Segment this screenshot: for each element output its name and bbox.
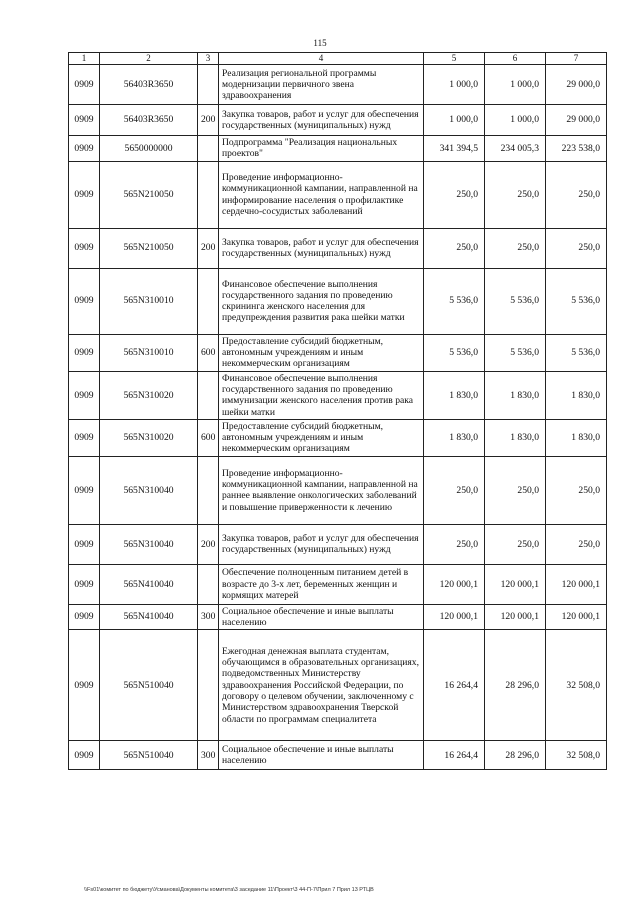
item-name-cell: Закупка товаров, работ и услуг для обеспечения государственных (муниципальных) нужд xyxy=(219,105,424,136)
amount-year1-cell: 16 264,4 xyxy=(424,630,485,741)
amount-year3-cell: 120 000,1 xyxy=(546,604,607,630)
expense-type-cell: 200 xyxy=(198,105,219,136)
expense-type-cell: 600 xyxy=(198,419,219,456)
expense-type-cell xyxy=(198,456,219,524)
table-row xyxy=(69,604,607,630)
amount-year2-cell: 5 536,0 xyxy=(485,268,546,334)
amount-year3-cell: 32 508,0 xyxy=(546,741,607,770)
amount-year2-cell: 250,0 xyxy=(485,161,546,228)
amount-year3-cell: 250,0 xyxy=(546,228,607,268)
item-name-cell: Социальное обеспечение и иные выплаты населению xyxy=(219,604,424,630)
expense-type-cell xyxy=(198,161,219,228)
amount-year2-cell: 250,0 xyxy=(485,524,546,564)
amount-year1-cell: 120 000,1 xyxy=(424,604,485,630)
expense-type-cell: 600 xyxy=(198,334,219,371)
amount-year2-cell: 28 296,0 xyxy=(485,741,546,770)
amount-year3-cell: 250,0 xyxy=(546,524,607,564)
amount-year3-cell: 29 000,0 xyxy=(546,105,607,136)
amount-year3-cell: 5 536,0 xyxy=(546,334,607,371)
table-row xyxy=(69,136,607,162)
section-code-cell: 0909 xyxy=(69,268,100,334)
item-name-cell: Финансовое обеспечение выполнения государственного задания по проведению иммунизации женского населения против рака шейки матки xyxy=(219,371,424,419)
expense-type-cell xyxy=(198,65,219,105)
section-code-cell: 0909 xyxy=(69,419,100,456)
amount-year1-cell: 1 830,0 xyxy=(424,371,485,419)
section-code-cell: 0909 xyxy=(69,524,100,564)
amount-year1-cell: 16 264,4 xyxy=(424,741,485,770)
amount-year1-cell: 250,0 xyxy=(424,228,485,268)
amount-year3-cell: 1 830,0 xyxy=(546,419,607,456)
amount-year1-cell: 250,0 xyxy=(424,524,485,564)
target-article-cell: 565N310040 xyxy=(100,456,198,524)
column-header: 5 xyxy=(424,53,485,65)
amount-year3-cell: 250,0 xyxy=(546,456,607,524)
amount-year3-cell: 120 000,1 xyxy=(546,564,607,604)
table-row xyxy=(69,334,607,371)
amount-year2-cell: 250,0 xyxy=(485,228,546,268)
item-name-cell: Предоставление субсидий бюджетным, автономным учреждениям и иным некоммерческим организациям xyxy=(219,419,424,456)
amount-year1-cell: 341 394,5 xyxy=(424,136,485,162)
section-code-cell: 0909 xyxy=(69,65,100,105)
amount-year1-cell: 250,0 xyxy=(424,161,485,228)
table-row xyxy=(69,371,607,419)
target-article-cell: 565N310040 xyxy=(100,524,198,564)
target-article-cell: 565N410040 xyxy=(100,604,198,630)
amount-year2-cell: 1 000,0 xyxy=(485,105,546,136)
amount-year1-cell: 250,0 xyxy=(424,456,485,524)
item-name-cell: Предоставление субсидий бюджетным, автономным учреждениям и иным некоммерческим организациям xyxy=(219,334,424,371)
expense-type-cell xyxy=(198,136,219,162)
target-article-cell: 56403R3650 xyxy=(100,65,198,105)
amount-year3-cell: 223 538,0 xyxy=(546,136,607,162)
expense-type-cell: 300 xyxy=(198,741,219,770)
item-name-cell: Проведение информационно-коммуникационной кампании, направленной на информирование населения о профилактике сердечно-сосудистых заболеваний xyxy=(219,161,424,228)
section-code-cell: 0909 xyxy=(69,456,100,524)
page-number: 115 xyxy=(313,38,327,48)
item-name-cell: Закупка товаров, работ и услуг для обеспечения государственных (муниципальных) нужд xyxy=(219,524,424,564)
item-name-cell: Подпрограмма "Реализация национальных проектов" xyxy=(219,136,424,162)
target-article-cell: 5650000000 xyxy=(100,136,198,162)
amount-year2-cell: 1 000,0 xyxy=(485,65,546,105)
target-article-cell: 565N210050 xyxy=(100,161,198,228)
table-row xyxy=(69,564,607,604)
section-code-cell: 0909 xyxy=(69,161,100,228)
amount-year2-cell: 120 000,1 xyxy=(485,564,546,604)
target-article-cell: 565N310010 xyxy=(100,268,198,334)
amount-year2-cell: 1 830,0 xyxy=(485,419,546,456)
table-row xyxy=(69,105,607,136)
expense-type-cell xyxy=(198,371,219,419)
table-header-row xyxy=(69,53,607,65)
section-code-cell: 0909 xyxy=(69,741,100,770)
column-header: 7 xyxy=(546,53,607,65)
amount-year1-cell: 5 536,0 xyxy=(424,334,485,371)
target-article-cell: 565N510040 xyxy=(100,630,198,741)
column-header: 4 xyxy=(219,53,424,65)
budget-table xyxy=(68,52,607,770)
target-article-cell: 565N510040 xyxy=(100,741,198,770)
section-code-cell: 0909 xyxy=(69,228,100,268)
section-code-cell: 0909 xyxy=(69,564,100,604)
item-name-cell: Реализация региональной программы модернизации первичного звена здравоохранения xyxy=(219,65,424,105)
target-article-cell: 565N310020 xyxy=(100,419,198,456)
target-article-cell: 565N210050 xyxy=(100,228,198,268)
section-code-cell: 0909 xyxy=(69,630,100,741)
target-article-cell: 56403R3650 xyxy=(100,105,198,136)
table-row xyxy=(69,65,607,105)
amount-year1-cell: 5 536,0 xyxy=(424,268,485,334)
amount-year3-cell: 32 508,0 xyxy=(546,630,607,741)
column-header: 1 xyxy=(69,53,100,65)
table-row xyxy=(69,228,607,268)
column-header: 3 xyxy=(198,53,219,65)
amount-year2-cell: 28 296,0 xyxy=(485,630,546,741)
expense-type-cell xyxy=(198,564,219,604)
file-path-footer: \\Fs01\комитет по бюджету\Усманова\Документы комитета\3 заседание 11\Проект\3 44-П-7\Прил 7 Прил 13 РТЦВ xyxy=(84,887,374,893)
target-article-cell: 565N410040 xyxy=(100,564,198,604)
amount-year2-cell: 1 830,0 xyxy=(485,371,546,419)
target-article-cell: 565N310020 xyxy=(100,371,198,419)
amount-year1-cell: 1 830,0 xyxy=(424,419,485,456)
amount-year3-cell: 5 536,0 xyxy=(546,268,607,334)
amount-year2-cell: 120 000,1 xyxy=(485,604,546,630)
column-header: 2 xyxy=(100,53,198,65)
amount-year2-cell: 234 005,3 xyxy=(485,136,546,162)
item-name-cell: Финансовое обеспечение выполнения государственного задания по проведению скрининга женского населения для предупреждения развития рака шейки матки xyxy=(219,268,424,334)
table-row xyxy=(69,630,607,741)
amount-year1-cell: 120 000,1 xyxy=(424,564,485,604)
table-row xyxy=(69,419,607,456)
item-name-cell: Закупка товаров, работ и услуг для обеспечения государственных (муниципальных) нужд xyxy=(219,228,424,268)
section-code-cell: 0909 xyxy=(69,105,100,136)
amount-year1-cell: 1 000,0 xyxy=(424,65,485,105)
target-article-cell: 565N310010 xyxy=(100,334,198,371)
section-code-cell: 0909 xyxy=(69,604,100,630)
item-name-cell: Проведение информационно-коммуникационной кампании, направленной на раннее выявление онкологических заболеваний и повышение приверженности к лечению xyxy=(219,456,424,524)
table-row xyxy=(69,741,607,770)
expense-type-cell xyxy=(198,268,219,334)
expense-type-cell: 200 xyxy=(198,524,219,564)
item-name-cell: Ежегодная денежная выплата студентам, обучающимся в образовательных организациях, подведомственных Министерству здравоохранения Российской Федерации, по договору о целевом обучении, заключенному с Министерством здравоохранения Тверской области по программам специалитета xyxy=(219,630,424,741)
column-header: 6 xyxy=(485,53,546,65)
expense-type-cell: 200 xyxy=(198,228,219,268)
table-row xyxy=(69,161,607,228)
table-row xyxy=(69,524,607,564)
expense-type-cell: 300 xyxy=(198,604,219,630)
amount-year3-cell: 1 830,0 xyxy=(546,371,607,419)
expense-type-cell xyxy=(198,630,219,741)
amount-year3-cell: 250,0 xyxy=(546,161,607,228)
item-name-cell: Социальное обеспечение и иные выплаты населению xyxy=(219,741,424,770)
amount-year1-cell: 1 000,0 xyxy=(424,105,485,136)
section-code-cell: 0909 xyxy=(69,136,100,162)
amount-year2-cell: 5 536,0 xyxy=(485,334,546,371)
amount-year2-cell: 250,0 xyxy=(485,456,546,524)
section-code-cell: 0909 xyxy=(69,371,100,419)
item-name-cell: Обеспечение полноценным питанием детей в возрасте до 3-х лет, беременных женщин и кормящих матерей xyxy=(219,564,424,604)
section-code-cell: 0909 xyxy=(69,334,100,371)
amount-year3-cell: 29 000,0 xyxy=(546,65,607,105)
table-row xyxy=(69,456,607,524)
table-row xyxy=(69,268,607,334)
